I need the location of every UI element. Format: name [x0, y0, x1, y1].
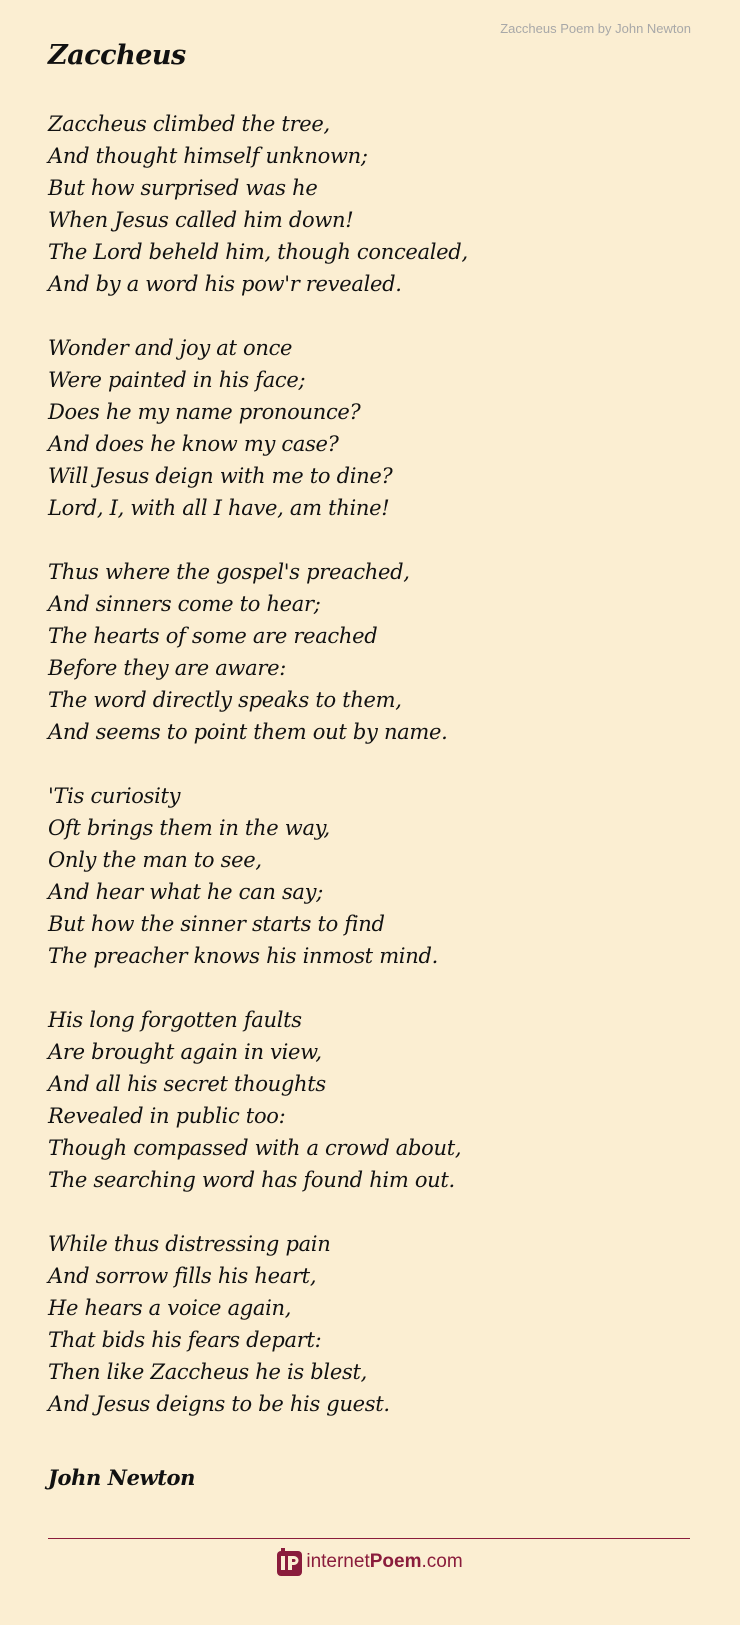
poem-line: And seems to point them out by name.	[48, 720, 448, 744]
poem-line: Then like Zaccheus he is blest,	[48, 1360, 367, 1384]
poem-line: And does he know my case?	[48, 432, 339, 456]
poem-line: And all his secret thoughts	[48, 1072, 326, 1096]
poem-line: The word directly speaks to them,	[48, 688, 402, 712]
poem-line: And thought himself unknown;	[48, 144, 368, 168]
poem-line: The searching word has found him out.	[48, 1168, 455, 1192]
stanza	[48, 780, 688, 972]
poem-line: And Jesus deigns to be his guest.	[48, 1392, 390, 1416]
poem-author: John Newton	[48, 1465, 195, 1490]
poem-line: Only the man to see,	[48, 848, 262, 872]
stanza	[48, 1004, 688, 1196]
poem-line: And sorrow fills his heart,	[48, 1264, 317, 1288]
stanza	[48, 108, 688, 300]
poem-line: Thus where the gospel's preached,	[48, 560, 410, 584]
stanza	[48, 556, 688, 748]
poem-line: Are brought again in view,	[48, 1040, 322, 1064]
brand-bold: Poem	[369, 1551, 422, 1572]
brand-prefix: internet	[306, 1551, 370, 1572]
poem-line: Will Jesus deign with me to dine?	[48, 464, 393, 488]
poem-line: 'Tis curiosity	[48, 784, 181, 808]
poem-line: And hear what he can say;	[48, 880, 323, 904]
poem-line: Though compassed with a crowd about,	[48, 1136, 462, 1160]
stanza	[48, 332, 688, 524]
poem-line: His long forgotten faults	[48, 1008, 302, 1032]
poem-line: Zaccheus climbed the tree,	[48, 112, 330, 136]
brand-suffix: .com	[421, 1551, 463, 1572]
page-caption: Zaccheus Poem by John Newton	[500, 21, 691, 36]
poem-line: Wonder and joy at once	[48, 336, 293, 360]
poem-line: Were painted in his face;	[48, 368, 306, 392]
poem-line: The Lord beheld him, though concealed,	[48, 240, 468, 264]
poem-body	[48, 108, 688, 1452]
poem-line: And sinners come to hear;	[48, 592, 321, 616]
poem-line: But how surprised was he	[48, 176, 318, 200]
poem-line: But how the sinner starts to find	[48, 912, 385, 936]
site-brand-name	[306, 1548, 462, 1576]
stanza	[48, 1228, 688, 1420]
poem-line: The hearts of some are reached	[48, 624, 378, 648]
footer-divider	[48, 1538, 690, 1539]
poem-line: And by a word his pow'r revealed.	[48, 272, 402, 296]
poem-line: The preacher knows his inmost mind.	[48, 944, 438, 968]
poem-line: That bids his fears depart:	[48, 1328, 322, 1352]
ip-logo-icon	[277, 1548, 302, 1576]
poem-line: Lord, I, with all I have, am thine!	[48, 496, 390, 520]
poem-line: Revealed in public too:	[48, 1104, 286, 1128]
poem-line: While thus distressing pain	[48, 1232, 331, 1256]
poem-title: Zaccheus	[48, 40, 186, 71]
poem-line: Before they are aware:	[48, 656, 286, 680]
poem-line: When Jesus called him down!	[48, 208, 354, 232]
poem-line: Does he my name pronounce?	[48, 400, 361, 424]
site-logo[interactable]	[0, 1548, 740, 1582]
poem-line: He hears a voice again,	[48, 1296, 292, 1320]
poem-line: Oft brings them in the way,	[48, 816, 330, 840]
